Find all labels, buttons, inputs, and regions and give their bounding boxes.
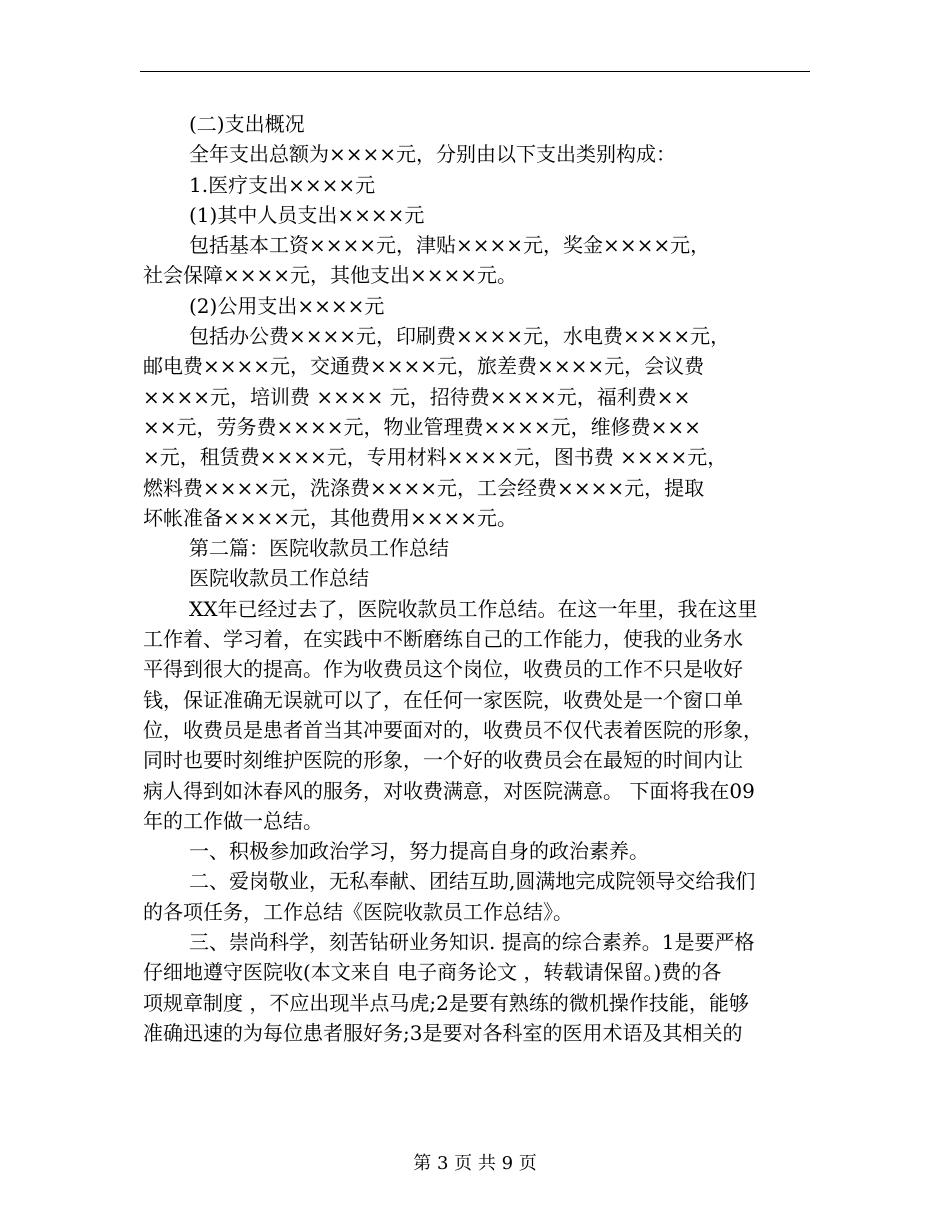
header-rule — [140, 71, 810, 72]
text-line: 二、爱岗敬业，无私奉献、团结互助,圆满地完成院领导交给我们 — [189, 869, 756, 894]
page-number-label: 第 3 页 共 9 页 — [413, 1153, 537, 1174]
text-line: 1.医疗支出××××元 — [189, 172, 376, 197]
text-line: 年的工作做一总结。 — [143, 808, 323, 833]
text-line: ×元，租赁费××××元，专用材料××××元，图书费 ××××元， — [143, 445, 728, 470]
text-line: ××元，劳务费××××元，物业管理费××××元，维修费××× — [143, 414, 701, 439]
text-line: 社会保障××××元，其他支出××××元。 — [143, 263, 518, 288]
text-line: 同时也要时刻维护医院的形象，一个好的收费员会在最短的时间内让 — [143, 748, 743, 773]
text-line: 三、崇尚科学，刻苦钻研业务知识. 提高的综合素养。1是要严格 — [189, 930, 755, 955]
text-line: ××××元，培训费 ×××× 元，招待费××××元，福利费×× — [143, 384, 691, 409]
document-body — [143, 109, 815, 1048]
text-line: 项规章制度 ，不应出现半点马虎;2是要有熟练的微机操作技能，能够 — [143, 990, 749, 1015]
text-line: 包括办公费××××元，印刷费××××元，水电费××××元， — [189, 324, 731, 349]
text-line: 仔细地遵守医院收(本文来自 电子商务论文 ，转载请保留。)费的各 — [143, 960, 722, 985]
page-footer — [0, 1152, 950, 1176]
text-line: 坏帐准备××××元，其他费用××××元。 — [143, 505, 518, 530]
text-line: 一、积极参加政治学习，努力提高自身的政治素养。 — [189, 839, 649, 864]
text-line: XX年已经过去了，医院收款员工作总结。在这一年里，我在这里 — [189, 596, 758, 621]
text-line: 位，收费员是患者首当其冲要面对的，收费员不仅代表着医院的形象， — [143, 717, 763, 742]
text-line: 医院收款员工作总结 — [189, 566, 369, 591]
text-line: 第二篇：医院收款员工作总结 — [189, 536, 449, 561]
text-line: 邮电费××××元，交通费××××元，旅差费××××元，会议费 — [143, 354, 705, 379]
text-line: 准确迅速的为每位患者服好务;3是要对各科室的医用术语及其相关的 — [143, 1020, 743, 1045]
text-line: 平得到很大的提高。作为收费员这个岗位，收费员的工作不只是收好 — [143, 657, 743, 682]
text-line: 的各项任务，工作总结《医院收款员工作总结》。 — [143, 899, 573, 924]
text-line: 钱，保证准确无误就可以了，在任何一家医院，收费处是一个窗口单 — [143, 687, 743, 712]
text-line: 病人得到如沐春风的服务，对收费满意，对医院满意。 下面将我在09 — [143, 778, 755, 803]
text-line: 工作着、学习着，在实践中不断磨练自己的工作能力，使我的业务水 — [143, 627, 743, 652]
text-line: 包括基本工资××××元，津贴××××元，奖金××××元， — [189, 233, 711, 258]
text-line: 燃料费××××元，洗涤费××××元，工会经费××××元，提取 — [143, 475, 705, 500]
text-line: (二)支出概况 — [189, 112, 305, 136]
text-line: (2)公用支出××××元 — [189, 293, 385, 318]
text-line: 全年支出总额为××××元，分别由以下支出类别构成： — [189, 142, 677, 167]
text-line: (1)其中人员支出××××元 — [189, 202, 425, 227]
